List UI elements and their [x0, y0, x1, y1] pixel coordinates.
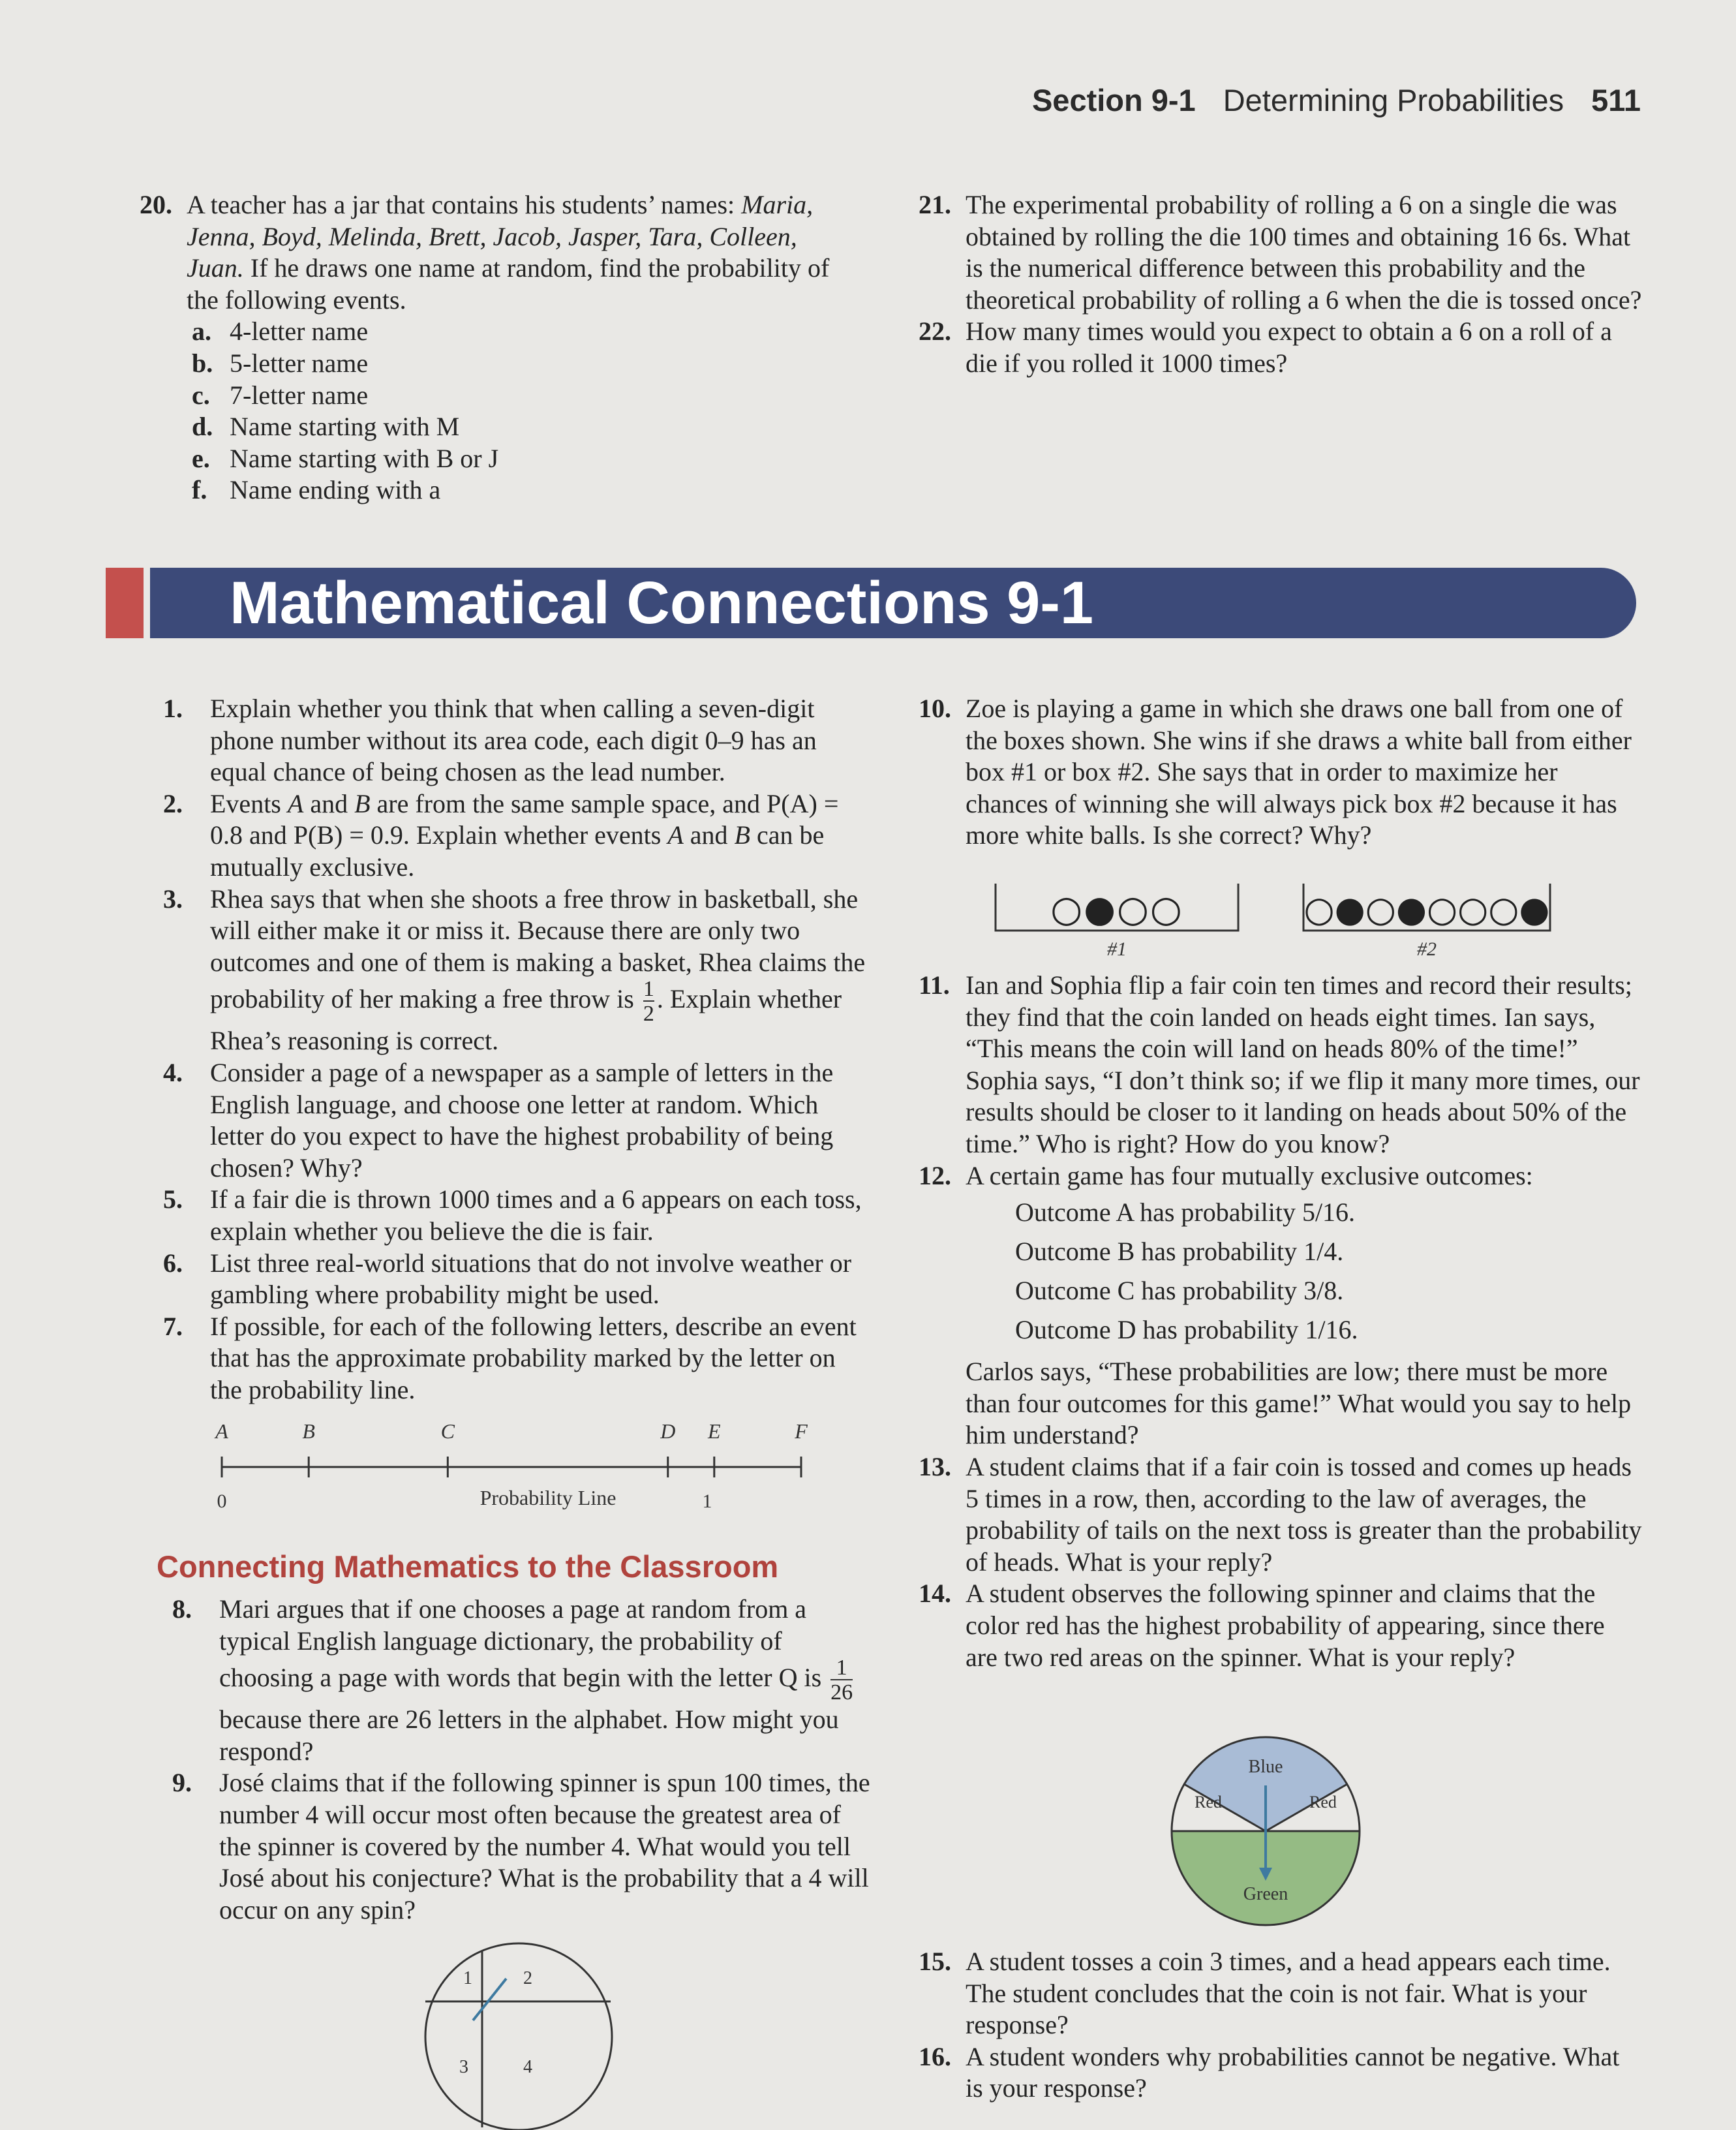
problem-12-followup: Carlos says, “These probabilities are low; there must be more than four outcomes for this game!” What would you say to help him understand? — [966, 1357, 1632, 1450]
probability-line-one: 1 — [702, 1490, 712, 1512]
probability-line-figure — [196, 1403, 835, 1520]
outcome-b: Outcome B has probability 1/4. — [1015, 1237, 1344, 1267]
spinner-label-red-right: Red — [1309, 1793, 1337, 1812]
color-spinner — [1168, 1733, 1363, 1929]
problem-10: 10. Zoe is playing a game in which she draws one ball from one of the boxes shown. She wins if she draws a white ball from either box #1 or box #2. She says that in order to maximize her chances of winning she will always pick box #2 because it has more white balls. Is she correct? Why? — [919, 694, 1632, 850]
problem-7: 7. If possible, for each of the following letters, describe an event that has the approximate probability marked by the letter on the probability line. — [163, 1311, 857, 1404]
spinner-label-3: 3 — [459, 2057, 468, 2077]
spinner-label-2: 2 — [523, 1968, 532, 1988]
problem-9: 9. José claims that if the following spinner is spun 100 times, the number 4 will occur most often because the greatest area of the spinner is covered by the number 4. What would you tell José about his conjecture? What is the probability that a 4 will occur on any spin? — [172, 1768, 870, 1924]
probability-line-zero: 0 — [217, 1490, 227, 1512]
section-label: Section 9-1 — [1031, 83, 1196, 117]
sub-item-c: c. 7-letter name — [192, 380, 369, 410]
problem-16: 16. A student wonders why probabilities cannot be negative. What is your response? — [919, 2041, 1620, 2103]
problem-15: 15. A student tosses a coin 3 times, and a head appears each time. The student concludes that the coin is not fair. What is your response? — [919, 1947, 1611, 2040]
box-2-label: #2 — [1417, 938, 1437, 960]
box-1-balls: ○●○○ — [1050, 888, 1183, 931]
spinner-label-green: Green — [1243, 1884, 1288, 1904]
problem-22: 22. How many times would you expect to obtain a 6 on a roll of a die if you rolled it 1000 times? — [919, 316, 1612, 378]
banner-title: Mathematical Connections 9-1 — [230, 570, 1094, 636]
number-spinner — [418, 1937, 620, 2130]
probability-line-caption: Probability Line — [480, 1486, 617, 1509]
spinner-label-blue: Blue — [1248, 1757, 1283, 1777]
box-2-balls: ○●○●○○○● — [1303, 889, 1550, 930]
outcome-c: Outcome C has probability 3/8. — [1015, 1276, 1344, 1306]
sub-item-f: f. Name ending with a — [192, 475, 441, 505]
banner-accent — [106, 568, 144, 638]
sub-item-a: a. 4-letter name — [192, 316, 369, 347]
classroom-subheading: Connecting Mathematics to the Classroom — [157, 1549, 779, 1584]
probability-letter-b: B — [302, 1419, 315, 1443]
probability-letter-f: F — [795, 1419, 808, 1443]
right-column-problems — [919, 970, 1643, 1673]
problem-text: If he draws one name at random, find the probability of the following events. — [187, 253, 830, 315]
sub-item-b: b. 5-letter name — [192, 348, 369, 378]
problem-8: 8. Mari argues that if one chooses a page at random from a typical English language dictionary, the probability of choosing a page with words that begin with the letter Q is $\frac{1}{26}$ because there are 26 letters in the alphabet. How might you respond? — [172, 1594, 853, 1766]
problem-5: 5. If a fair die is thrown 1000 times and a 6 appears on each toss, explain whether you believe the die is fair. — [163, 1184, 862, 1246]
probability-letter-a: A — [215, 1419, 228, 1443]
probability-equation: P(A) = 0.8 and P(B) = 0.9. — [210, 788, 839, 850]
spinner-circle — [425, 1943, 612, 2130]
student-names: Maria, Jenna, Boyd, Melinda, Brett, Jacob, Jasper, Tara, Colleen, Juan. — [187, 190, 814, 283]
final-problems — [919, 1946, 1643, 2105]
section-title: Determining Probabilities — [1223, 83, 1564, 117]
spinner-label-red-left: Red — [1195, 1793, 1222, 1812]
problem-14: 14. A student observes the following spinner and claims that the color red has the highest probability of appearing, since there are two red areas on the spinner. What is your reply? — [919, 1579, 1605, 1672]
problem-text: A teacher has a jar that contains his students’ names: — [187, 190, 735, 219]
problem-2: 2. Events A and B are from the same sample space, and P(A) = 0.8 and P(B) = 0.9. Explain whether events A and B can be mutually exclusive. — [163, 788, 839, 882]
left-column-problems — [163, 693, 868, 1406]
spinner-label-4: 4 — [523, 2057, 532, 2077]
box-1-label: #1 — [1107, 938, 1127, 960]
sub-item-e: e. Name starting with B or J — [192, 443, 499, 473]
classroom-problems — [172, 1594, 870, 1926]
probability-line-ticks — [214, 1419, 808, 1477]
problem-13: 13. A student claims that if a fair coin is tossed and comes up heads 5 times in a row, then, according to the law of averages, the probability of tails on the next toss is greater than the probability of heads. What is your reply? — [919, 1451, 1642, 1577]
spinner-arrow — [473, 1979, 506, 2020]
problem-12: 12. A certain game has four mutually exclusive outcomes: Outcome A has probability 5/16. Outcome B has probability 1/4. Outcome C has probability 3/8. Outcome D has probability 1/16. Carlos says, “These probabilities are low; there must be more than four outcomes for this game!” What would you say to help him understand? — [919, 1160, 1643, 1451]
outcome-a: Outcome A has probability 5/16. — [1015, 1197, 1356, 1227]
sub-item-d: d. Name starting with M — [192, 412, 460, 442]
probability-letter-e: E — [708, 1419, 721, 1443]
problem-1: 1. Explain whether you think that when calling a seven-digit phone number without its area code, each digit 0–9 has an equal chance of being chosen as the lead number. — [163, 694, 817, 787]
page-number: 511 — [1591, 83, 1641, 117]
problem-4: 4. Consider a page of a newspaper as a sample of letters in the English language, and choose one letter at random. Which letter do you expect to have the highest probability of being chosen? Why? — [163, 1057, 834, 1182]
probability-letter-c: C — [440, 1419, 455, 1443]
problem-11: 11. Ian and Sophia flip a fair coin ten times and record their results; they find that the coin landed on heads eight times. Ian says, “This means the coin will land on heads 80% of the time!” Sophia says, “I don’t think so; if we flip it many more times, our results should be closer to it landing on heads about 50% of the time.” Who is right? How do you know? — [919, 970, 1640, 1158]
fraction-one-twentysixth: $\frac{1}{26}$ — [830, 1656, 853, 1705]
problem-3: 3. Rhea says that when she shoots a free throw in basketball, she will either make it or miss it. Because there are only two outcomes and one of them is making a basket, Rhea claims the probability of her making a free throw is $\frac{1}{2}$ . Explain whether Rhea’s reasoning is correct. — [163, 884, 866, 1056]
problem-6: 6. List three real-world situations that do not involve weather or gambling where probability might be used. — [163, 1248, 852, 1310]
problem-20 — [140, 189, 857, 506]
fraction-one-half: $\frac{1}{2}$ — [643, 977, 654, 1026]
banner-stripe — [144, 568, 150, 638]
outcome-d: Outcome D has probability 1/16. — [1015, 1315, 1358, 1345]
probability-letter-d: D — [660, 1419, 676, 1443]
spinner-label-1: 1 — [463, 1968, 472, 1988]
outcome-list — [966, 1193, 1643, 1350]
ball-boxes-figure — [979, 874, 1566, 966]
problem-number: 20. — [140, 190, 172, 219]
right-top-problems — [919, 189, 1643, 380]
problem-21: 21. The experimental probability of rolling a 6 on a single die was obtained by rolling the die 100 times and obtaining 16 6s. What is the numerical difference between this probability and the theoretical probability of rolling a 6 when the die is tossed once? — [919, 190, 1642, 315]
page-header — [1032, 82, 1641, 118]
